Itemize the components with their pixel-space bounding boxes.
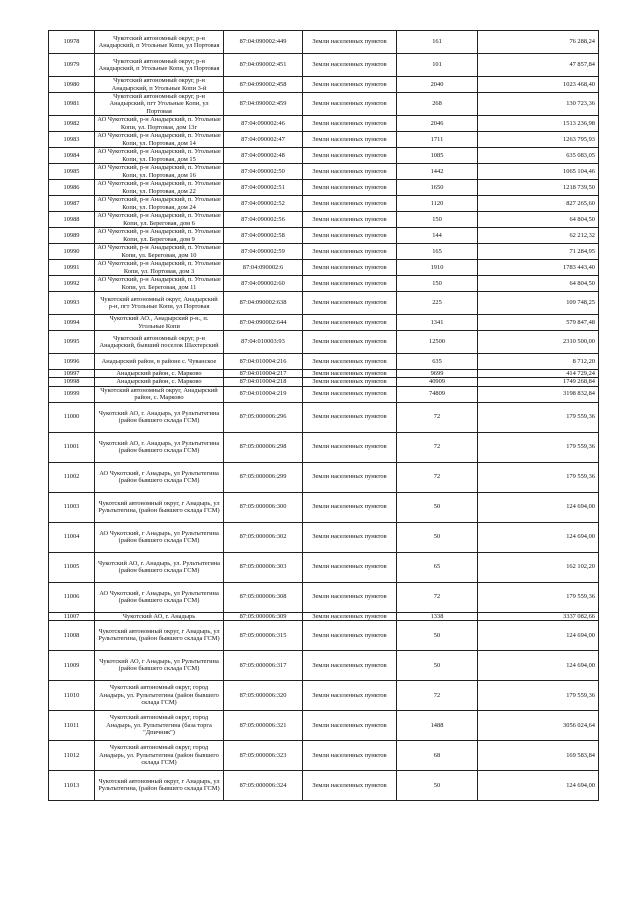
row-cadastral-number: 87:05:000006:317 [224, 650, 303, 680]
row-area: 150 [397, 212, 478, 228]
row-address: АО Чукотский, р-н Анадырский, п. Угольные Копи, ул. Портовая, дом 15 [95, 148, 224, 164]
row-address: Чукотский автономный округ, г Анадырь, ул Рультытегина, (район бывшего склада ГСМ) [95, 492, 224, 522]
row-cadastral-value: 414 729,24 [478, 370, 599, 378]
row-land-category: Земли населенных пунктов [303, 680, 397, 710]
row-cadastral-value: 1749 268,84 [478, 378, 599, 386]
row-address: АО Чукотский, г Анадырь, ул Рультытегина (район бывшего склада ГСМ) [95, 582, 224, 612]
table-row [49, 650, 599, 680]
table-row [49, 54, 599, 77]
table-row [49, 582, 599, 612]
row-cadastral-number: 87:05:000006:303 [224, 552, 303, 582]
row-land-category: Земли населенных пунктов [303, 492, 397, 522]
row-address: АО Чукотский, р-н Анадырский, п. Угольные Копи, ул. Портовая, дом 22 [95, 180, 224, 196]
table-row [49, 740, 599, 770]
table-row [49, 276, 599, 292]
table-row [49, 370, 599, 378]
row-area: 72 [397, 462, 478, 492]
row-cadastral-number: 87:04:090002:449 [224, 31, 303, 54]
row-cadastral-number: 87:04:090002:638 [224, 292, 303, 315]
row-cadastral-number: 87:04:090002:51 [224, 180, 303, 196]
row-land-category: Земли населенных пунктов [303, 710, 397, 740]
row-land-category: Земли населенных пунктов [303, 331, 397, 354]
row-area: 1650 [397, 180, 478, 196]
table-row [49, 77, 599, 93]
row-number: 11009 [49, 650, 95, 680]
row-land-category: Земли населенных пунктов [303, 148, 397, 164]
row-number: 10981 [49, 93, 95, 116]
row-area: 40909 [397, 378, 478, 386]
row-land-category: Земли населенных пунктов [303, 116, 397, 132]
row-cadastral-value: 124 694,00 [478, 492, 599, 522]
row-area: 144 [397, 228, 478, 244]
row-address: Чукотский автономный округ, г Анадырь, ул Рультытегина, (район бывшего склада ГСМ) [95, 620, 224, 650]
table-row [49, 432, 599, 462]
row-cadastral-number: 87:04:090002:6 [224, 260, 303, 276]
row-address: АО Чукотский, р-н Анадырский, п. Угольные Копи, ул. Портовая, дом 24 [95, 196, 224, 212]
row-cadastral-value: 179 559,36 [478, 402, 599, 432]
row-land-category: Земли населенных пунктов [303, 315, 397, 331]
row-address: Чукотский АО, г. Анадырь, ул Рультытегина (район бывшего склада ГСМ) [95, 432, 224, 462]
row-area: 635 [397, 354, 478, 370]
row-cadastral-number: 87:05:000006:321 [224, 710, 303, 740]
row-cadastral-number: 87:04:010004:219 [224, 386, 303, 402]
row-address: Чукотский автономный округ, город Анадырь, ул. Рультытегина (район бывшего склада ГСМ) [95, 680, 224, 710]
row-area: 165 [397, 244, 478, 260]
table-row [49, 196, 599, 212]
row-area: 72 [397, 680, 478, 710]
row-number: 10993 [49, 292, 95, 315]
row-area: 72 [397, 402, 478, 432]
row-area: 9699 [397, 370, 478, 378]
row-land-category: Земли населенных пунктов [303, 244, 397, 260]
row-land-category: Земли населенных пунктов [303, 582, 397, 612]
row-land-category: Земли населенных пунктов [303, 196, 397, 212]
row-address: Чукотский автономный округ, г Анадырь, ул Рультытегина, (район бывшего склада ГСМ) [95, 770, 224, 800]
row-cadastral-value: 162 102,20 [478, 552, 599, 582]
table-row [49, 212, 599, 228]
table-row [49, 462, 599, 492]
row-number: 10999 [49, 386, 95, 402]
table-body [49, 31, 599, 801]
row-number: 10982 [49, 116, 95, 132]
row-cadastral-value: 579 847,48 [478, 315, 599, 331]
row-area: 12500 [397, 331, 478, 354]
row-address: Чукотский автономный округ, Анадырский р-н, пгт Угольные Копи, ул Портовая [95, 292, 224, 315]
row-area: 68 [397, 740, 478, 770]
row-cadastral-value: 179 559,36 [478, 432, 599, 462]
row-land-category: Земли населенных пунктов [303, 164, 397, 180]
row-land-category: Земли населенных пунктов [303, 77, 397, 93]
row-area: 101 [397, 54, 478, 77]
row-number: 10985 [49, 164, 95, 180]
table-row [49, 331, 599, 354]
row-cadastral-number: 87:04:090002:60 [224, 276, 303, 292]
row-number: 11002 [49, 462, 95, 492]
row-cadastral-value: 124 694,00 [478, 522, 599, 552]
row-number: 10980 [49, 77, 95, 93]
row-cadastral-value: 47 857,84 [478, 54, 599, 77]
table-row [49, 260, 599, 276]
row-address: Чукотский автономный округ, р-н Анадырский, п Угольные Копи 3-й [95, 77, 224, 93]
row-number: 10995 [49, 331, 95, 354]
row-area: 1338 [397, 612, 478, 620]
row-address: Чукотский АО, г. Анадырь [95, 612, 224, 620]
row-land-category: Земли населенных пунктов [303, 180, 397, 196]
table-row [49, 620, 599, 650]
row-cadastral-value: 179 559,36 [478, 582, 599, 612]
row-address: АО Чукотский, р-н Анадырский, п. Угольные Копи, ул. Береговая, дом 9 [95, 228, 224, 244]
row-address: Анадырский район, в районе с. Чуванское [95, 354, 224, 370]
row-land-category: Земли населенных пунктов [303, 276, 397, 292]
table-row [49, 354, 599, 370]
row-cadastral-value: 1263 795,93 [478, 132, 599, 148]
row-cadastral-number: 87:05:000006:300 [224, 492, 303, 522]
row-number: 11005 [49, 552, 95, 582]
row-cadastral-number: 87:05:000006:320 [224, 680, 303, 710]
table-row [49, 31, 599, 54]
row-number: 10978 [49, 31, 95, 54]
row-number: 10979 [49, 54, 95, 77]
row-address: Чукотский автономный округ, город Анадырь, ул. Рультытегина (база торга "Дпичник") [95, 710, 224, 740]
row-number: 11006 [49, 582, 95, 612]
row-area: 225 [397, 292, 478, 315]
row-address: Чукотский АО, г. Анадырь, ул Рультытегина (район бывшего склада ГСМ) [95, 402, 224, 432]
row-area: 74809 [397, 386, 478, 402]
row-cadastral-value: 3056 024,64 [478, 710, 599, 740]
row-cadastral-value: 179 559,36 [478, 680, 599, 710]
row-cadastral-value: 1023 468,40 [478, 77, 599, 93]
document-page [48, 30, 598, 801]
table-row [49, 378, 599, 386]
table-row [49, 292, 599, 315]
row-area: 1341 [397, 315, 478, 331]
row-cadastral-value: 1218 739,50 [478, 180, 599, 196]
row-number: 10988 [49, 212, 95, 228]
table-row [49, 386, 599, 402]
table-row [49, 680, 599, 710]
row-land-category: Земли населенных пунктов [303, 650, 397, 680]
row-number: 10987 [49, 196, 95, 212]
row-address: Чукотский автономный округ, город Анадырь, ул. Рультытегина (район бывшего склада ГСМ) [95, 740, 224, 770]
row-area: 50 [397, 522, 478, 552]
row-cadastral-number: 87:04:090002:56 [224, 212, 303, 228]
table-row [49, 132, 599, 148]
row-address: Чукотский АО, г Анадырь, ул Рультытегина (район бывшего склада ГСМ) [95, 650, 224, 680]
row-cadastral-number: 87:04:090002:451 [224, 54, 303, 77]
row-area: 161 [397, 31, 478, 54]
row-address: АО Чукотский, р-н Анадырский, п. Угольные Копи, ул. Портовая, дом 13г [95, 116, 224, 132]
table-row [49, 492, 599, 522]
row-area: 2040 [397, 77, 478, 93]
row-address: Анадырский район, с. Марково [95, 378, 224, 386]
row-cadastral-value: 130 723,36 [478, 93, 599, 116]
row-cadastral-number: 87:05:000006:309 [224, 612, 303, 620]
row-number: 10990 [49, 244, 95, 260]
row-cadastral-number: 87:04:090002:52 [224, 196, 303, 212]
row-cadastral-number: 87:04:090002:644 [224, 315, 303, 331]
row-number: 11012 [49, 740, 95, 770]
row-number: 10989 [49, 228, 95, 244]
row-area: 65 [397, 552, 478, 582]
row-land-category: Земли населенных пунктов [303, 93, 397, 116]
table-row [49, 93, 599, 116]
row-land-category: Земли населенных пунктов [303, 354, 397, 370]
row-number: 10998 [49, 378, 95, 386]
row-number: 11007 [49, 612, 95, 620]
row-area: 150 [397, 276, 478, 292]
row-land-category: Земли населенных пунктов [303, 740, 397, 770]
row-number: 10986 [49, 180, 95, 196]
row-address: Чукотский автономный округ, р-н Анадырский, п Угольные Копи, ул Портовая [95, 54, 224, 77]
row-land-category: Земли населенных пунктов [303, 378, 397, 386]
row-number: 11010 [49, 680, 95, 710]
row-land-category: Земли населенных пунктов [303, 292, 397, 315]
row-address: Чукотский автономный округ, р-н Анадырский, бывший поселок Шахтерский [95, 331, 224, 354]
row-cadastral-number: 87:05:000006:315 [224, 620, 303, 650]
table-row [49, 180, 599, 196]
row-land-category: Земли населенных пунктов [303, 770, 397, 800]
row-cadastral-value: 8 712,20 [478, 354, 599, 370]
row-land-category: Земли населенных пунктов [303, 620, 397, 650]
row-cadastral-number: 87:05:000006:302 [224, 522, 303, 552]
row-address: Чукотский АО., Анадырский р-н., п. Угольные Копи [95, 315, 224, 331]
row-cadastral-number: 87:05:000006:324 [224, 770, 303, 800]
row-cadastral-number: 87:04:090002:459 [224, 93, 303, 116]
row-number: 11001 [49, 432, 95, 462]
row-number: 10997 [49, 370, 95, 378]
row-cadastral-value: 124 694,00 [478, 650, 599, 680]
row-area: 50 [397, 620, 478, 650]
row-address: Чукотский автономный округ, Анадырский район, с. Марково [95, 386, 224, 402]
row-area: 50 [397, 492, 478, 522]
row-cadastral-number: 87:04:010003:93 [224, 331, 303, 354]
row-cadastral-number: 87:05:000006:308 [224, 582, 303, 612]
row-land-category: Земли населенных пунктов [303, 31, 397, 54]
row-cadastral-number: 87:05:000006:323 [224, 740, 303, 770]
row-land-category: Земли населенных пунктов [303, 386, 397, 402]
table-row [49, 612, 599, 620]
row-cadastral-number: 87:04:090002:47 [224, 132, 303, 148]
row-number: 10983 [49, 132, 95, 148]
row-cadastral-value: 179 559,36 [478, 462, 599, 492]
row-number: 11008 [49, 620, 95, 650]
row-cadastral-number: 87:04:010004:217 [224, 370, 303, 378]
row-cadastral-value: 1065 104,46 [478, 164, 599, 180]
row-land-category: Земли населенных пунктов [303, 552, 397, 582]
row-land-category: Земли населенных пунктов [303, 228, 397, 244]
row-address: Анадырский район, с. Марково [95, 370, 224, 378]
row-cadastral-value: 71 284,95 [478, 244, 599, 260]
row-cadastral-number: 87:04:090002:58 [224, 228, 303, 244]
row-number: 11004 [49, 522, 95, 552]
row-cadastral-value: 64 804,50 [478, 212, 599, 228]
row-address: АО Чукотский, р-н Анадырский, п. Угольные Копи, ул. Береговая, дом 6 [95, 212, 224, 228]
row-area: 50 [397, 770, 478, 800]
row-area: 1488 [397, 710, 478, 740]
row-cadastral-number: 87:05:000006:299 [224, 462, 303, 492]
row-address: АО Чукотский, г Анадырь, ул Рультытегина (район бывшего склада ГСМ) [95, 522, 224, 552]
row-address: АО Чукотский, р-н Анадырский, п. Угольные Копи, ул. Портовая, дом 14 [95, 132, 224, 148]
table-row [49, 148, 599, 164]
row-cadastral-value: 2310 500,00 [478, 331, 599, 354]
row-address: АО Чукотский, р-н Анадырский, п. Угольные Копи, ул. Береговая, дом 11 [95, 276, 224, 292]
table-row [49, 552, 599, 582]
row-area: 1085 [397, 148, 478, 164]
row-number: 10994 [49, 315, 95, 331]
row-cadastral-value: 109 748,25 [478, 292, 599, 315]
row-number: 10992 [49, 276, 95, 292]
row-cadastral-value: 76 288,24 [478, 31, 599, 54]
row-address: Чукотский АО, г. Анадырь, ул. Рультытегина (район бывшего склада ГСМ) [95, 552, 224, 582]
row-area: 268 [397, 93, 478, 116]
row-cadastral-value: 1513 236,98 [478, 116, 599, 132]
row-area: 72 [397, 432, 478, 462]
row-cadastral-number: 87:04:010004:216 [224, 354, 303, 370]
row-number: 10991 [49, 260, 95, 276]
row-address: АО Чукотский, р-н Анадырский, п. Угольные Копи, ул. Береговая, дом 10 [95, 244, 224, 260]
table-row [49, 315, 599, 331]
row-land-category: Земли населенных пунктов [303, 522, 397, 552]
row-number: 10996 [49, 354, 95, 370]
table-row [49, 710, 599, 740]
row-land-category: Земли населенных пунктов [303, 370, 397, 378]
row-cadastral-value: 3337 082,66 [478, 612, 599, 620]
row-number: 11003 [49, 492, 95, 522]
row-number: 11013 [49, 770, 95, 800]
row-area: 72 [397, 582, 478, 612]
row-land-category: Земли населенных пунктов [303, 260, 397, 276]
row-land-category: Земли населенных пунктов [303, 612, 397, 620]
row-cadastral-number: 87:04:090002:46 [224, 116, 303, 132]
row-address: Чукотский автономный округ, р-н Анадырский, пгт Угольные Копи, ул Портовая [95, 93, 224, 116]
row-number: 10984 [49, 148, 95, 164]
row-land-category: Земли населенных пунктов [303, 462, 397, 492]
row-cadastral-value: 635 083,05 [478, 148, 599, 164]
row-cadastral-value: 64 804,50 [478, 276, 599, 292]
row-cadastral-value: 62 212,32 [478, 228, 599, 244]
row-land-category: Земли населенных пунктов [303, 212, 397, 228]
row-number: 11000 [49, 402, 95, 432]
table-row [49, 770, 599, 800]
table-row [49, 402, 599, 432]
row-area: 1442 [397, 164, 478, 180]
land-plots-table [48, 30, 599, 801]
row-area: 1910 [397, 260, 478, 276]
table-row [49, 244, 599, 260]
row-cadastral-number: 87:04:090002:48 [224, 148, 303, 164]
row-land-category: Земли населенных пунктов [303, 54, 397, 77]
row-cadastral-number: 87:05:000006:298 [224, 432, 303, 462]
table-row [49, 522, 599, 552]
row-land-category: Земли населенных пунктов [303, 432, 397, 462]
row-cadastral-number: 87:04:010004:218 [224, 378, 303, 386]
table-row [49, 228, 599, 244]
row-cadastral-value: 124 694,00 [478, 770, 599, 800]
row-area: 2046 [397, 116, 478, 132]
row-address: Чукотский автономный округ, р-н Анадырский, п Угольные Копи, ул Портовая [95, 31, 224, 54]
row-cadastral-value: 827 265,60 [478, 196, 599, 212]
row-land-category: Земли населенных пунктов [303, 402, 397, 432]
row-address: АО Чукотский, г Анадырь, ул Рультытегина (район бывшего склада ГСМ) [95, 462, 224, 492]
table-row [49, 116, 599, 132]
row-number: 11011 [49, 710, 95, 740]
row-cadastral-number: 87:05:000006:296 [224, 402, 303, 432]
row-cadastral-number: 87:04:090002:458 [224, 77, 303, 93]
row-land-category: Земли населенных пунктов [303, 132, 397, 148]
row-cadastral-value: 124 694,00 [478, 620, 599, 650]
row-cadastral-number: 87:04:090002:59 [224, 244, 303, 260]
row-cadastral-value: 1783 443,40 [478, 260, 599, 276]
row-area: 50 [397, 650, 478, 680]
row-address: АО Чукотский, р-н Анадырский, п. Угольные Копи, ул. Портовая, дом 3 [95, 260, 224, 276]
row-area: 1120 [397, 196, 478, 212]
row-cadastral-value: 169 583,84 [478, 740, 599, 770]
row-cadastral-value: 3198 832,84 [478, 386, 599, 402]
table-row [49, 164, 599, 180]
row-area: 1711 [397, 132, 478, 148]
row-cadastral-number: 87:04:090002:50 [224, 164, 303, 180]
row-address: АО Чукотский, р-н Анадырский, п. Угольные Копи, ул. Портовая, дом 16 [95, 164, 224, 180]
